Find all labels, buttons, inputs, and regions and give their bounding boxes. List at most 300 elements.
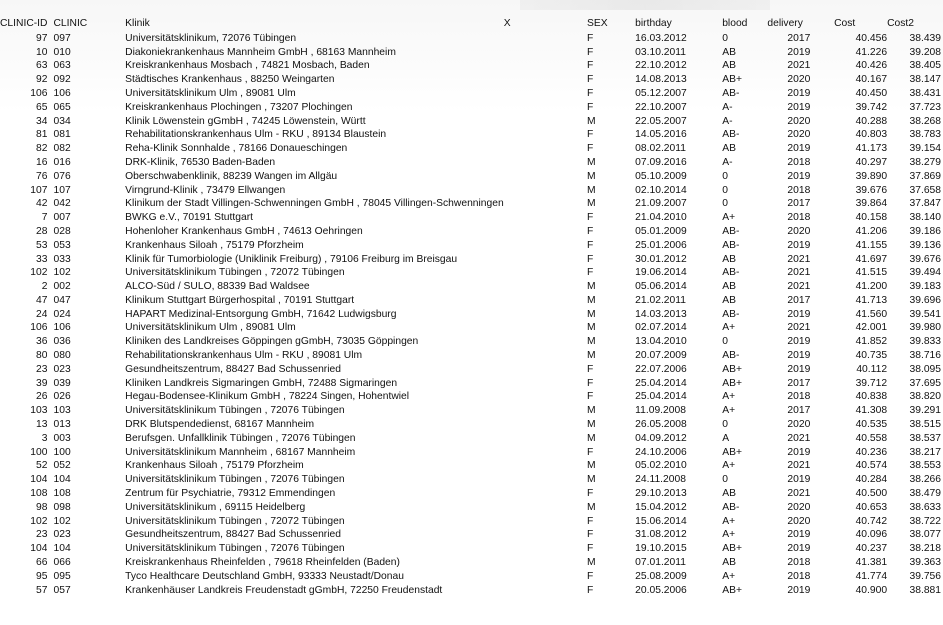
cell-x bbox=[504, 391, 587, 405]
cell-clinic-id: 10 bbox=[36, 46, 48, 58]
cell-cost2: 38.537 bbox=[909, 432, 941, 444]
cell-blood: A- bbox=[722, 101, 733, 113]
cell-clinic-id: 13 bbox=[36, 419, 48, 431]
header-cost: Cost bbox=[834, 17, 856, 29]
table-row bbox=[0, 253, 943, 267]
cell-blood: 0 bbox=[722, 474, 728, 486]
cell-sex: F bbox=[587, 377, 594, 389]
cell-cost: 40.558 bbox=[855, 432, 888, 444]
cell-sex: M bbox=[587, 501, 596, 513]
cell-delivery: 2019 bbox=[787, 336, 811, 348]
cell-clinic: 080 bbox=[53, 350, 71, 362]
cell-x bbox=[504, 267, 587, 281]
cell-sex: F bbox=[587, 253, 594, 265]
cell-blood: AB bbox=[722, 253, 736, 265]
cell-klinik: Klinik für Tumorbiologie (Uniklinik Freiburg) , 79106 Freiburg im Breisgau bbox=[125, 253, 458, 265]
cell-clinic-id: 23 bbox=[36, 363, 48, 375]
table-row bbox=[0, 336, 943, 350]
cell-clinic-id: 102 bbox=[30, 267, 48, 279]
cell-blood: AB+ bbox=[722, 543, 742, 555]
cell-sex: M bbox=[587, 308, 596, 320]
cell-delivery: 2019 bbox=[787, 87, 811, 99]
cell-birthday: 05.10.2009 bbox=[635, 170, 687, 182]
cell-cost: 40.237 bbox=[855, 543, 888, 555]
cell-cost: 41.206 bbox=[855, 225, 888, 237]
cell-cost2: 39.696 bbox=[909, 294, 941, 306]
cell-sex: F bbox=[587, 32, 594, 44]
cell-cost: 40.500 bbox=[855, 488, 888, 500]
cell-cost: 40.735 bbox=[855, 350, 888, 362]
cell-delivery: 2021 bbox=[787, 281, 811, 293]
cell-birthday: 22.10.2007 bbox=[635, 101, 687, 113]
cell-x bbox=[504, 529, 587, 543]
cell-cost2: 39.980 bbox=[909, 322, 941, 334]
cell-clinic-id: 16 bbox=[36, 156, 48, 168]
cell-clinic: 026 bbox=[53, 391, 71, 403]
cell-delivery: 2018 bbox=[787, 212, 811, 224]
cell-delivery: 2021 bbox=[787, 488, 811, 500]
cell-delivery: 2020 bbox=[787, 225, 811, 237]
cell-birthday: 20.05.2006 bbox=[635, 584, 687, 596]
cell-klinik: DRK Blutspendedienst, 68167 Mannheim bbox=[125, 419, 315, 431]
cell-blood: AB+ bbox=[722, 584, 742, 596]
cell-klinik: Gesundheitszentrum, 88427 Bad Schussenried bbox=[125, 363, 341, 375]
cell-delivery: 2019 bbox=[787, 474, 811, 486]
cell-x bbox=[504, 129, 587, 143]
cell-cost2: 39.833 bbox=[909, 336, 941, 348]
cell-delivery: 2019 bbox=[787, 170, 811, 182]
cell-blood: AB- bbox=[722, 129, 740, 141]
cell-x bbox=[504, 570, 587, 584]
table-row bbox=[0, 391, 943, 405]
cell-cost2: 37.869 bbox=[909, 170, 941, 182]
cell-delivery: 2020 bbox=[787, 115, 811, 127]
cell-klinik: Kreiskrankenhaus Plochingen , 73207 Plochingen bbox=[125, 101, 353, 113]
cell-delivery: 2019 bbox=[787, 308, 811, 320]
cell-blood: AB- bbox=[722, 501, 740, 513]
table-row bbox=[0, 239, 943, 253]
cell-clinic: 076 bbox=[53, 170, 71, 182]
cell-klinik: Universitätsklinikum Tübingen , 72072 Tübingen bbox=[125, 267, 345, 279]
cell-delivery: 2017 bbox=[787, 198, 811, 210]
cell-klinik: Berufsgen. Unfallklinik Tübingen , 72076 Tübingen bbox=[125, 432, 356, 444]
table-row bbox=[0, 115, 943, 129]
cell-cost: 40.900 bbox=[855, 584, 888, 596]
cell-klinik: ALCO-Süd / SULO, 88339 Bad Waldsee bbox=[125, 281, 310, 293]
cell-cost2: 39.494 bbox=[909, 267, 941, 279]
header-clinic: CLINIC bbox=[53, 17, 88, 29]
table-row bbox=[0, 529, 943, 543]
cell-x bbox=[504, 542, 587, 556]
table-body bbox=[0, 32, 943, 598]
cell-sex: M bbox=[587, 198, 596, 210]
cell-blood: AB bbox=[722, 281, 736, 293]
cell-klinik: Klinik Löwenstein gGmbH , 74245 Löwenstein, Württ bbox=[125, 115, 366, 127]
cell-x bbox=[504, 308, 587, 322]
cell-x bbox=[504, 73, 587, 87]
cell-cost2: 38.479 bbox=[909, 488, 941, 500]
cell-delivery: 2019 bbox=[787, 239, 811, 251]
cell-blood: AB bbox=[722, 488, 736, 500]
cell-x bbox=[504, 170, 587, 184]
cell-cost: 39.712 bbox=[855, 377, 888, 389]
cell-cost2: 38.515 bbox=[909, 419, 941, 431]
cell-birthday: 22.05.2007 bbox=[635, 115, 687, 127]
cell-birthday: 14.08.2013 bbox=[635, 74, 687, 86]
table-row bbox=[0, 349, 943, 363]
cell-delivery: 2021 bbox=[787, 60, 811, 72]
cell-cost: 39.864 bbox=[855, 198, 888, 210]
table-row bbox=[0, 322, 943, 336]
cell-x bbox=[504, 446, 587, 460]
cell-sex: M bbox=[587, 322, 596, 334]
cell-blood: 0 bbox=[722, 336, 728, 348]
cell-birthday: 30.01.2012 bbox=[635, 253, 687, 265]
cell-cost: 41.381 bbox=[855, 557, 888, 569]
cell-birthday: 24.11.2008 bbox=[635, 474, 686, 486]
cell-blood: AB- bbox=[722, 239, 740, 251]
cell-klinik: Gesundheitszentrum, 88427 Bad Schussenried bbox=[125, 529, 341, 541]
table-row bbox=[0, 460, 943, 474]
cell-cost2: 38.439 bbox=[909, 32, 941, 44]
cell-cost2: 39.136 bbox=[909, 239, 941, 251]
clinic-data-table bbox=[0, 16, 943, 598]
cell-sex: M bbox=[587, 156, 596, 168]
cell-sex: M bbox=[587, 474, 596, 486]
cell-x bbox=[504, 349, 587, 363]
cell-cost2: 39.676 bbox=[909, 253, 941, 265]
cell-klinik: Universitätsklinikum Tübingen , 72076 Tübingen bbox=[125, 474, 345, 486]
cell-x bbox=[504, 487, 587, 501]
cell-sex: M bbox=[587, 336, 596, 348]
cell-x bbox=[504, 460, 587, 474]
cell-cost: 40.838 bbox=[855, 391, 888, 403]
cell-birthday: 14.03.2013 bbox=[635, 308, 687, 320]
cell-sex: F bbox=[587, 267, 594, 279]
cell-cost: 41.200 bbox=[855, 281, 888, 293]
cell-x bbox=[504, 280, 587, 294]
table-row bbox=[0, 501, 943, 515]
cell-cost2: 39.208 bbox=[909, 46, 941, 58]
cell-delivery: 2019 bbox=[787, 529, 811, 541]
cell-sex: F bbox=[587, 570, 594, 582]
cell-sex: F bbox=[587, 543, 594, 555]
cell-delivery: 2019 bbox=[787, 584, 811, 596]
cell-sex: F bbox=[587, 515, 594, 527]
cell-clinic-id: 100 bbox=[30, 446, 48, 458]
cell-blood: A+ bbox=[722, 405, 736, 417]
cell-blood: AB+ bbox=[722, 363, 742, 375]
cell-delivery: 2017 bbox=[787, 377, 811, 389]
table-row bbox=[0, 570, 943, 584]
cell-cost: 39.742 bbox=[855, 101, 888, 113]
cell-klinik: Städtisches Krankenhaus , 88250 Weingarten bbox=[125, 74, 335, 86]
cell-klinik: Universitätsklinikum , 69115 Heidelberg bbox=[125, 501, 306, 513]
cell-cost2: 39.756 bbox=[909, 570, 941, 582]
cell-clinic-id: 80 bbox=[36, 350, 48, 362]
cell-klinik: Universitätsklinikum Tübingen , 72072 Tübingen bbox=[125, 515, 345, 527]
table-row bbox=[0, 170, 943, 184]
cell-clinic-id: 52 bbox=[36, 460, 48, 472]
cell-delivery: 2019 bbox=[787, 101, 811, 113]
header-klinik: Klinik bbox=[125, 17, 150, 29]
cell-cost: 40.742 bbox=[855, 515, 888, 527]
table-row bbox=[0, 446, 943, 460]
cell-birthday: 29.10.2013 bbox=[635, 488, 687, 500]
cell-cost2: 37.658 bbox=[909, 184, 941, 196]
cell-cost: 40.297 bbox=[855, 156, 888, 168]
cell-blood: A+ bbox=[722, 322, 736, 334]
cell-delivery: 2020 bbox=[787, 419, 811, 431]
cell-cost: 41.308 bbox=[855, 405, 888, 417]
cell-sex: F bbox=[587, 87, 594, 99]
cell-klinik: Kliniken Landkreis Sigmaringen GmbH, 72488 Sigmaringen bbox=[125, 377, 398, 389]
cell-birthday: 20.07.2009 bbox=[635, 350, 687, 362]
cell-blood: AB- bbox=[722, 87, 740, 99]
cell-x bbox=[504, 432, 587, 446]
cell-sex: M bbox=[587, 432, 596, 444]
cell-x bbox=[504, 60, 587, 74]
cell-delivery: 2021 bbox=[787, 267, 811, 279]
cell-blood: A+ bbox=[722, 570, 736, 582]
header-x: X bbox=[503, 17, 511, 29]
cell-klinik: Oberschwabenklinik, 88239 Wangen im Allgäu bbox=[125, 170, 338, 182]
cell-sex: M bbox=[587, 294, 596, 306]
cell-x bbox=[504, 474, 587, 488]
cell-clinic-id: 92 bbox=[36, 74, 48, 86]
cell-birthday: 03.10.2011 bbox=[635, 46, 686, 58]
cell-cost: 41.774 bbox=[855, 570, 888, 582]
cell-clinic: 007 bbox=[53, 212, 71, 224]
cell-delivery: 2020 bbox=[787, 515, 811, 527]
cell-delivery: 2021 bbox=[787, 432, 811, 444]
cell-clinic: 003 bbox=[53, 432, 71, 444]
cell-cost2: 38.820 bbox=[909, 391, 941, 403]
cell-birthday: 14.05.2016 bbox=[635, 129, 687, 141]
table-row bbox=[0, 129, 943, 143]
cell-x bbox=[504, 211, 587, 225]
cell-cost2: 38.553 bbox=[909, 460, 941, 472]
cell-clinic: 047 bbox=[53, 294, 71, 306]
cell-cost2: 38.405 bbox=[909, 60, 941, 72]
table-row bbox=[0, 156, 943, 170]
cell-birthday: 21.09.2007 bbox=[635, 198, 687, 210]
table-row bbox=[0, 32, 943, 46]
cell-birthday: 22.10.2012 bbox=[635, 60, 687, 72]
cell-x bbox=[504, 101, 587, 115]
cell-clinic: 104 bbox=[53, 543, 71, 555]
table-row bbox=[0, 211, 943, 225]
cell-delivery: 2020 bbox=[787, 501, 811, 513]
table-row bbox=[0, 184, 943, 198]
cell-cost2: 38.722 bbox=[909, 515, 941, 527]
cell-cost: 41.226 bbox=[855, 46, 888, 58]
cell-clinic: 095 bbox=[53, 570, 71, 582]
cell-clinic: 036 bbox=[53, 336, 71, 348]
cell-sex: M bbox=[587, 557, 596, 569]
cell-x bbox=[504, 501, 587, 515]
cell-blood: AB bbox=[722, 46, 736, 58]
table-row bbox=[0, 432, 943, 446]
cell-delivery: 2019 bbox=[787, 363, 811, 375]
cell-sex: F bbox=[587, 239, 594, 251]
cell-clinic-id: 47 bbox=[36, 294, 48, 306]
cell-klinik: Rehabilitationskrankenhaus Ulm - RKU , 89081 Ulm bbox=[125, 350, 363, 362]
cell-cost2: 38.217 bbox=[909, 446, 941, 458]
cell-sex: F bbox=[587, 446, 594, 458]
cell-cost2: 37.695 bbox=[909, 377, 941, 389]
cell-clinic: 108 bbox=[53, 488, 71, 500]
cell-sex: M bbox=[587, 115, 596, 127]
cell-cost2: 37.723 bbox=[909, 101, 941, 113]
cell-sex: F bbox=[587, 143, 594, 155]
cell-clinic: 081 bbox=[53, 129, 71, 141]
cell-x bbox=[504, 198, 587, 212]
cell-delivery: 2020 bbox=[787, 74, 811, 86]
cell-klinik: Virngrund-Klinik , 73479 Ellwangen bbox=[125, 184, 286, 196]
cell-blood: AB bbox=[722, 143, 736, 155]
cell-clinic: 106 bbox=[53, 322, 71, 334]
cell-cost2: 39.186 bbox=[909, 225, 941, 237]
cell-cost: 40.288 bbox=[855, 115, 888, 127]
cell-cost: 40.096 bbox=[855, 529, 888, 541]
cell-cost2: 38.783 bbox=[909, 129, 941, 141]
cell-cost: 40.653 bbox=[855, 501, 888, 513]
cell-cost2: 39.154 bbox=[909, 143, 941, 155]
header-row bbox=[0, 16, 943, 32]
cell-cost: 40.112 bbox=[856, 363, 888, 375]
cell-birthday: 21.02.2011 bbox=[635, 294, 686, 306]
cell-blood: 0 bbox=[722, 198, 728, 210]
cell-sex: M bbox=[587, 170, 596, 182]
table-row bbox=[0, 225, 943, 239]
cell-birthday: 05.06.2014 bbox=[635, 281, 687, 293]
cell-clinic-id: 104 bbox=[30, 474, 48, 486]
table-row bbox=[0, 405, 943, 419]
cell-cost: 42.001 bbox=[855, 322, 888, 334]
cell-birthday: 21.04.2010 bbox=[635, 212, 687, 224]
cell-delivery: 2018 bbox=[787, 557, 811, 569]
cell-cost2: 38.266 bbox=[909, 474, 941, 486]
cell-cost2: 39.541 bbox=[909, 308, 941, 320]
cell-cost2: 38.881 bbox=[909, 584, 941, 596]
table-row bbox=[0, 60, 943, 74]
cell-sex: F bbox=[587, 74, 594, 86]
cell-cost2: 39.291 bbox=[909, 405, 941, 417]
cell-birthday: 22.07.2006 bbox=[635, 363, 687, 375]
cell-clinic: 065 bbox=[53, 101, 71, 113]
cell-x bbox=[504, 515, 587, 529]
cell-delivery: 2020 bbox=[787, 129, 811, 141]
cell-delivery: 2019 bbox=[787, 46, 811, 58]
cell-x bbox=[504, 239, 587, 253]
cell-blood: A- bbox=[722, 115, 733, 127]
cell-birthday: 25.04.2014 bbox=[635, 377, 687, 389]
cell-clinic: 100 bbox=[53, 446, 71, 458]
table-row bbox=[0, 363, 943, 377]
cell-cost: 41.560 bbox=[855, 308, 888, 320]
cell-birthday: 25.08.2009 bbox=[635, 570, 687, 582]
cell-cost: 41.515 bbox=[855, 267, 888, 279]
cell-klinik: Tyco Healthcare Deutschland GmbH, 93333 Neustadt/Donau bbox=[125, 570, 404, 582]
cell-cost: 40.236 bbox=[855, 446, 888, 458]
cell-clinic-id: 36 bbox=[36, 336, 48, 348]
header-clinic-id: CLINIC-ID bbox=[0, 17, 48, 29]
cell-clinic: 002 bbox=[53, 281, 71, 293]
cell-sex: F bbox=[587, 46, 594, 58]
cell-klinik: Universitätsklinikum, 72076 Tübingen bbox=[125, 32, 297, 44]
cell-delivery: 2017 bbox=[787, 405, 811, 417]
cell-delivery: 2018 bbox=[787, 391, 811, 403]
table-row bbox=[0, 377, 943, 391]
cell-blood: AB- bbox=[722, 267, 740, 279]
table-row bbox=[0, 584, 943, 598]
cell-klinik: Rehabilitationskrankenhaus Ulm - RKU , 89134 Blaustein bbox=[125, 129, 387, 141]
cell-cost: 40.456 bbox=[855, 32, 888, 44]
cell-x bbox=[504, 294, 587, 308]
cell-cost: 41.155 bbox=[855, 239, 888, 251]
cell-klinik: Krankenhaus Siloah , 75179 Pforzheim bbox=[125, 460, 304, 472]
cell-x bbox=[504, 336, 587, 350]
cell-cost2: 38.268 bbox=[909, 115, 941, 127]
cell-klinik: Hegau-Bodensee-Klinikum GmbH , 78224 Singen, Hohentwiel bbox=[125, 391, 410, 403]
cell-clinic-id: 106 bbox=[30, 322, 48, 334]
cell-x bbox=[504, 377, 587, 391]
cell-cost: 40.574 bbox=[855, 460, 888, 472]
cell-blood: A bbox=[722, 432, 730, 444]
cell-delivery: 2017 bbox=[787, 294, 811, 306]
cell-sex: M bbox=[587, 460, 596, 472]
cell-birthday: 02.10.2014 bbox=[635, 184, 687, 196]
cell-klinik: Universitätsklinikum Ulm , 89081 Ulm bbox=[125, 322, 296, 334]
cell-x bbox=[504, 363, 587, 377]
cell-birthday: 07.09.2016 bbox=[635, 156, 687, 168]
cell-delivery: 2019 bbox=[787, 543, 811, 555]
cell-clinic-id: 98 bbox=[36, 501, 48, 513]
cell-klinik: Krankenhäuser Landkreis Freudenstadt gGmbH, 72250 Freudenstadt bbox=[125, 584, 443, 596]
cell-blood: 0 bbox=[722, 32, 728, 44]
cell-birthday: 05.02.2010 bbox=[635, 460, 687, 472]
table-row bbox=[0, 294, 943, 308]
cell-blood: AB- bbox=[722, 308, 740, 320]
cell-cost: 40.167 bbox=[855, 74, 888, 86]
cell-birthday: 25.01.2006 bbox=[635, 239, 687, 251]
cell-cost2: 38.147 bbox=[909, 74, 941, 86]
cell-klinik: Krankenhaus Siloah , 75179 Pforzheim bbox=[125, 239, 304, 251]
cell-birthday: 07.01.2011 bbox=[635, 557, 686, 569]
cell-clinic: 053 bbox=[53, 239, 71, 251]
cell-cost: 39.676 bbox=[855, 184, 888, 196]
cell-klinik: DRK-Klinik, 76530 Baden-Baden bbox=[125, 156, 276, 168]
cell-clinic: 057 bbox=[53, 584, 71, 596]
cell-clinic: 039 bbox=[53, 377, 71, 389]
cell-clinic: 052 bbox=[53, 460, 71, 472]
cell-clinic-id: 39 bbox=[36, 377, 48, 389]
cell-clinic-id: 65 bbox=[36, 101, 48, 113]
cell-delivery: 2017 bbox=[787, 32, 811, 44]
cell-sex: F bbox=[587, 391, 594, 403]
cell-clinic: 024 bbox=[53, 308, 71, 320]
cell-clinic: 102 bbox=[53, 515, 71, 527]
table-row bbox=[0, 87, 943, 101]
cell-klinik: Zentrum für Psychiatrie, 79312 Emmendingen bbox=[125, 488, 336, 500]
cell-blood: AB+ bbox=[722, 74, 742, 86]
table-row bbox=[0, 308, 943, 322]
cell-clinic: 042 bbox=[53, 198, 71, 210]
table-row bbox=[0, 73, 943, 87]
cell-clinic-id: 81 bbox=[36, 129, 48, 141]
cell-delivery: 2019 bbox=[787, 143, 811, 155]
